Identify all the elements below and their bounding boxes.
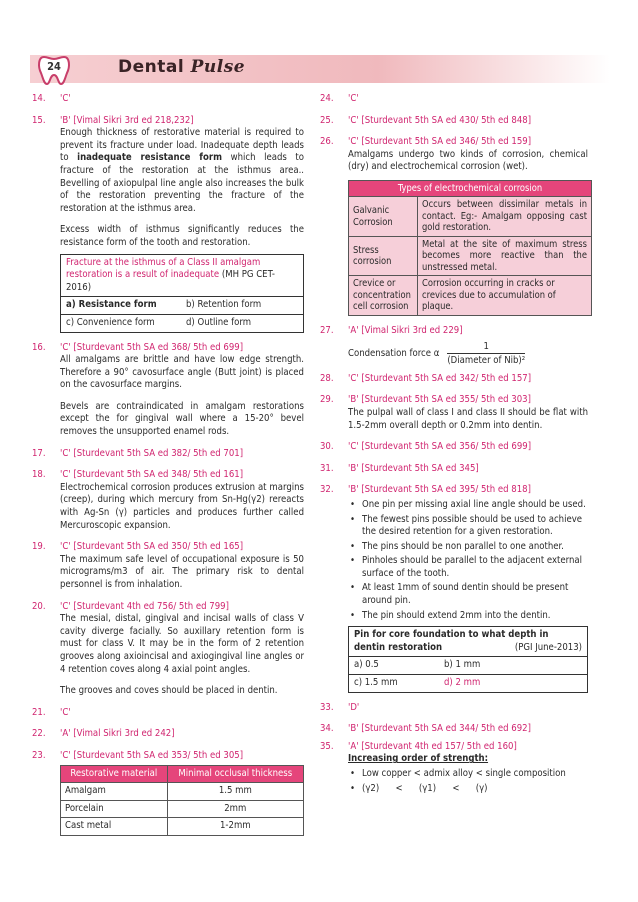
- answer-19: 19. 'C' [Sturdevant 5th SA ed 350/ 5th ed 165] The maximum safe level of occupational exposure is 50 micrograms/m3 of air. The primary risk to dental personnel is from inhalation.: [32, 541, 304, 590]
- table-row: Amalgam 1.5 mm: [61, 783, 304, 801]
- table-title: Types of electrochemical corrosion: [349, 180, 592, 197]
- answer-15: 15. 'B' [Vimal Sikri 3rd ed 218,232] Enough thickness of restorative material is required to prevent its fracture under load. Inadequate depth leads to inadequate resistance form which leads to fracture of the restoration at the isthmus area.. Bevelling of axiopulpal line angle also increases the bulk of the restoration preventing the fracture of the restoration at the isthmus area. Excess width of isthmus significantly reduces the resistance form of the tooth and restoration. Fracture at the isthmus of a Class II amalgam restoration is a result of inadequate (MH PG CET- 2016) a) Resistance form b) Retention form c) Convenience form d) Outline form: [32, 115, 304, 333]
- answer-25: 25. 'C' [Sturdevant 5th SA ed 430/ 5th ed 848]: [320, 114, 532, 126]
- mcq-box: Pin for core foundation to what depth in dentin restoration (PGI June-2013) a) 0.5 b) 1 mm c) 1.5 mm d) 2 mm: [348, 626, 588, 692]
- answer-33: 33. 'D': [320, 701, 360, 713]
- list-item: • Pinholes should be parallel to the adjacent external surface of the tooth.: [348, 555, 588, 580]
- answer-27: 27. 'A' [Vimal Sikri 3rd ed 229] Condensation force α 1 (Diameter of Nib)²: [320, 325, 588, 368]
- list-item: • The fewest pins possible should be used to achieve the desired retention for a given restoration.: [348, 514, 588, 539]
- mcq-box: Fracture at the isthmus of a Class II amalgam restoration is a result of inadequate (MH PG CET- 2016) a) Resistance form b) Retention form c) Convenience form d) Outline form: [60, 254, 304, 333]
- page-number: 24: [47, 60, 61, 73]
- table-row: Porcelain 2mm: [61, 800, 304, 818]
- answer-28: 28. 'C' [Sturdevant 5th SA ed 342/ 5th ed 157]: [320, 372, 532, 384]
- right-column: [320, 93, 588, 795]
- answer-24: 24. 'C': [320, 93, 359, 104]
- answer-32: 32. 'B' [Sturdevant 5th SA ed 395/ 5th ed 818] • One pin per missing axial line angle should be used. • The fewest pins possible should be used to achieve the desired retention for a given restoration. • The pins should be non parallel to one another. • Pinholes should be parallel to the adjacent external surface of the tooth. • At least 1mm of sound dentin should be present around pin. • The pin should extend 2mm into the dentin. Pin for core foundation to what depth in dentin restoration (PGI June-2013) a) 0.5 b) 1 mm c) 1.5 mm d) 2 mm: [320, 484, 588, 692]
- page-header-bar: [30, 55, 610, 83]
- list-item: • Low copper < admix alloy < single composition: [348, 768, 588, 781]
- list-item: • One pin per missing axial line angle should be used.: [348, 499, 588, 512]
- answer-22: 22. 'A' [Vimal Sikri 3rd ed 242]: [32, 728, 175, 740]
- list-item: • At least 1mm of sound dentin should be present around pin.: [348, 582, 588, 607]
- thickness-table: [60, 765, 304, 836]
- list-item: • The pins should be non parallel to one another.: [348, 541, 588, 554]
- table-header: Minimal occlusal thickness: [167, 765, 303, 783]
- answer-30: 30. 'C' [Sturdevant 5th SA ed 356/ 5th ed 699]: [320, 441, 532, 453]
- answer-17: 17. 'C' [Sturdevant 5th SA ed 382/ 5th ed 701]: [32, 447, 244, 459]
- table-row: Cast metal 1-2mm: [61, 818, 304, 836]
- reference: 'B' [Vimal Sikri 3rd ed 218,232]: [60, 114, 194, 126]
- formula: Condensation force α 1 (Diameter of Nib)²: [348, 340, 526, 367]
- table-row: Crevice or concentration cell corrosion Corrosion occurring in cracks or crevices due to accumulation of plaque.: [349, 276, 592, 316]
- answer-29: 29. 'B' [Sturdevant 5th SA ed 355/ 5th ed 303] The pulpal wall of class I and class II should be flat with 1.5-2mm overall depth or 0.2mm into dentin.: [320, 394, 588, 431]
- page-title: Dental Pulse: [118, 57, 246, 77]
- left-column: [32, 93, 304, 836]
- answer-26: 26. 'C' [Sturdevant 5th SA ed 346/ 5th ed 159] Amalgams undergo two kinds of corrosion, chemical (dry) and electrochemical corrosion (wet). Types of electrochemical corrosion Galvanic Corrosion Occurs between dissimilar metals in contact. Eg:- Amalgam opposing cast gold restoration. Stress corrosion Metal at the site of maximum stress becomes more reactive than the unstressed metal. Crevice or concentration cell corrosion Corrosion occurring in cracks or crevices due to accumulation of plaque.: [320, 136, 588, 316]
- answer-31: 31. 'B' [Sturdevant 5th SA ed 345]: [320, 462, 479, 474]
- answer-23: 23. 'C' [Sturdevant 5th SA ed 353/ 5th ed 305] Restorative material Minimal occlusal thickness Amalgam 1.5 mm Porcelain 2mm Cast metal 1-2mm: [32, 750, 304, 836]
- table-row: Stress corrosion Metal at the site of maximum stress becomes more reactive than the unstressed metal.: [349, 236, 592, 276]
- answer-18: 18. 'C' [Sturdevant 5th SA ed 348/ 5th ed 161] Electrochemical corrosion produces extrusion at margins (creep), during which mercury from Sn-Hg(γ2) rereacts with Ag-Sn (γ) particles and produces further called Mercuroscopic expansion.: [32, 469, 304, 531]
- corrosion-table: [348, 180, 592, 316]
- answer-34: 34. 'B' [Sturdevant 5th SA ed 344/ 5th ed 692]: [320, 723, 531, 735]
- explanation: Excess width of isthmus significantly reduces the resistance form of the tooth and restoration.: [60, 224, 304, 248]
- explanation: Enough thickness of restorative material is required to prevent its fracture under load. Inadequate depth leads to inadequate resistance form which leads to fracture of the restoration at the isthmus area.. Bevelling of axiopulpal line angle also increases the bulk of the restoration preventing the fracture of the restoration at the isthmus area.: [60, 127, 304, 214]
- table-row: Galvanic Corrosion Occurs between dissimilar metals in contact. Eg:- Amalgam opposing cast gold restoration.: [349, 197, 592, 237]
- answer-20: 20. 'C' [Sturdevant 4th ed 756/ 5th ed 799] The mesial, distal, gingival and incisal walls of class V cavity diverge facially. So auxillary retention form is must for class V. It may be in the form of 2 retention grooves along axioincisal and axiogingival line angles or 4 retention coves along 4 axial point angles. The grooves and coves should be placed in dentin.: [32, 600, 304, 697]
- list-item: • The pin should extend 2mm into the dentin.: [348, 610, 588, 623]
- table-header: Restorative material: [61, 765, 168, 783]
- answer-21: 21. 'C': [32, 706, 71, 718]
- answer-14: 14. 'C': [32, 93, 71, 104]
- answer-16: 16. 'C' [Sturdevant 5th SA ed 368/ 5th ed 699] All amalgams are brittle and have low edge strength. Therefore a 90° cavosurface angle (Butt joint) is placed on the cavosurface margins. Bevels are contraindicated in amalgam restorations except the for gingival wall where a 15-20° bevel removes the unsupported enamel rods.: [32, 341, 304, 438]
- answer-35: 35. 'A' [Sturdevant 4th ed 157/ 5th ed 160] Increasing order of strength: • Low copper < admix alloy < single composition • (γ2) < (γ1) < (γ): [320, 741, 588, 795]
- list-item: • (γ2) < (γ1) < (γ): [348, 783, 588, 796]
